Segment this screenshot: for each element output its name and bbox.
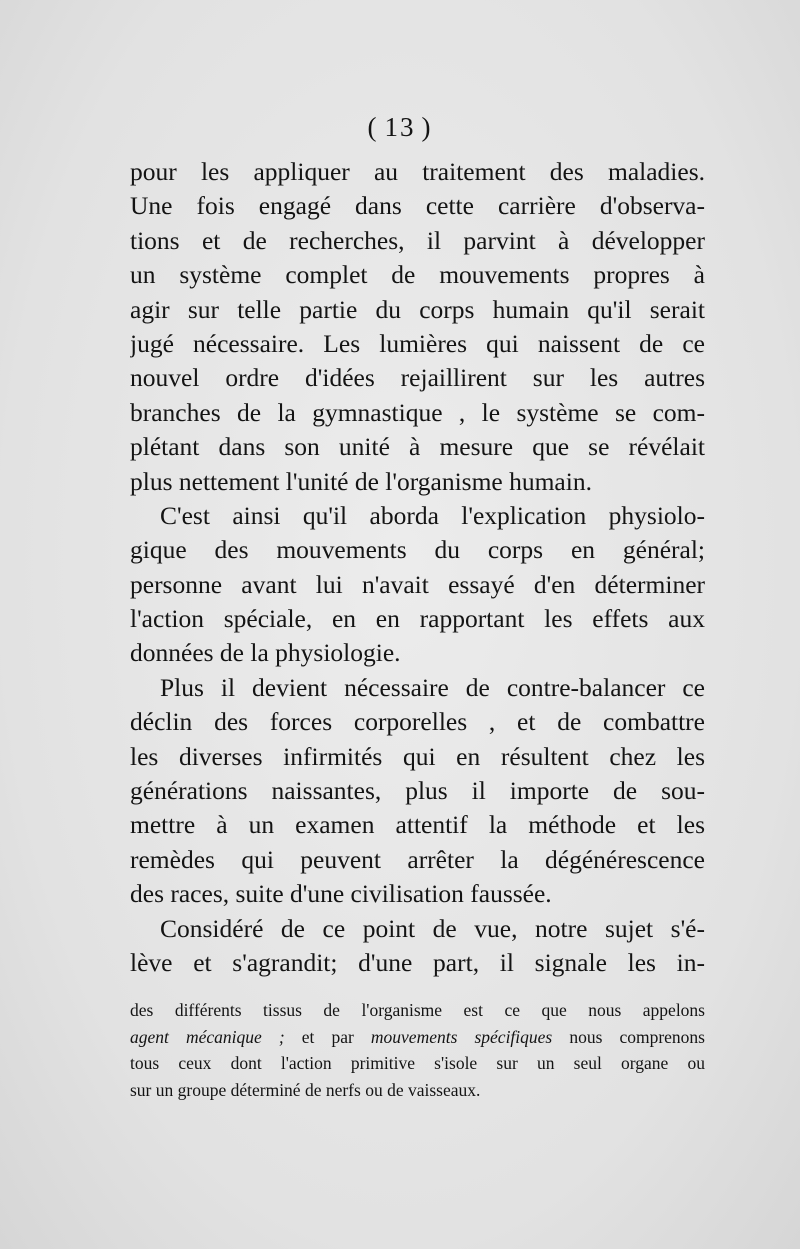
text-line: déclin des forces corporelles , et de combattre [130,707,705,737]
text-line: gique des mouvements du corps en général; [130,535,705,565]
text-line: jugé nécessaire. Les lumières qui naissent de ce [130,328,705,358]
page-number-open-paren: ( [367,112,379,142]
text-line: les diverses infirmités qui en résultent chez les [130,741,705,771]
page-number-value: 13 [384,112,416,142]
text-line: l'action spéciale, en en rapportant les effets aux [130,604,705,634]
text-line: tions et de recherches, il parvint à développer [130,225,705,255]
text-line: Une fois engagé dans cette carrière d'observa- [130,191,705,221]
text-line: agir sur telle partie du corps humain qu'il serait [130,294,705,324]
text-line: remèdes qui peuvent arrêter la dégénérescence [130,844,705,874]
footnote-line: des différents tissus de l'organisme est ce que nous appelons [130,1000,705,1020]
text-line: lève et s'agrandit; d'une part, il signale les in- [130,947,705,977]
text-line: Plus il devient nécessaire de contre-balancer ce [160,672,705,702]
text-line: branches de la gymnastique , le système se com- [130,397,705,427]
text-line: un système complet de mouvements propres à [130,260,705,290]
text-line: Considéré de ce point de vue, notre sujet s'é- [160,913,705,943]
footnote-italic-term: agent mécanique ; [130,1026,285,1047]
footnote-text: nous comprenons [552,1026,705,1047]
text-line: générations naissantes, plus il importe de sou- [130,776,705,806]
footnote-italic-term: mouvements spécifiques [370,1026,553,1047]
body-text [130,155,705,980]
footnote [130,997,705,1104]
text-line: plétant dans son unité à mesure que se révélait [130,432,705,462]
text-line: C'est ainsi qu'il aborda l'explication physiolo- [160,500,705,530]
page-number-close-paren: ) [421,112,433,142]
footnote-line: tous ceux dont l'action primitive s'isole sur un seul organe ou [130,1053,705,1074]
footnote-line: sur un groupe déterminé de nerfs ou de vaisseaux. [130,1080,481,1101]
text-line: pour les appliquer au traitement des maladies. [130,157,705,186]
page-number [0,112,800,143]
text-line: personne avant lui n'avait essayé d'en déterminer [130,569,705,599]
text-line: plus nettement l'unité de l'organisme humain. [130,466,592,496]
text-line: des races, suite d'une civilisation faussée. [130,879,552,909]
text-line: nouvel ordre d'idées rejaillirent sur les autres [130,363,705,393]
footnote-text: et par [284,1026,371,1047]
text-line: mettre à un examen attentif la méthode et les [130,810,705,840]
text-line: données de la physiologie. [130,638,401,668]
footnote-line [130,1024,705,1051]
